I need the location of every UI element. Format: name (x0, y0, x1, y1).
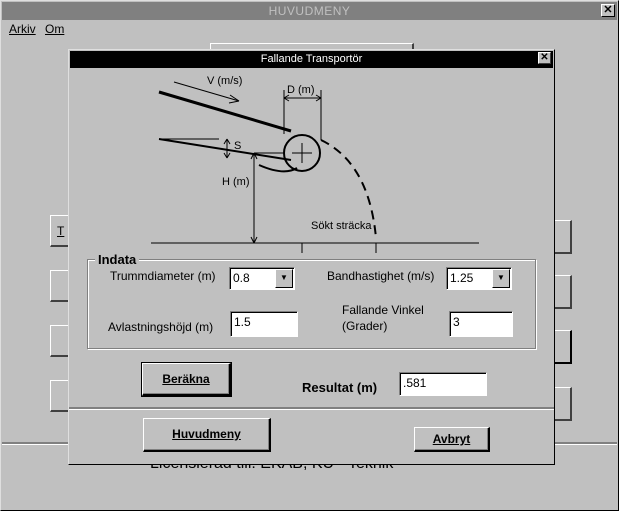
main-menu-button-label: Huvudmeny (172, 427, 241, 441)
menu-om-label: Om (45, 22, 65, 36)
menu-bar (2, 20, 617, 38)
menu-arkiv-label: Arkiv (9, 22, 36, 36)
d-label: D (m) (287, 84, 315, 96)
background-button-right-1[interactable] (552, 220, 572, 254)
main-close-button[interactable]: ✕ (601, 4, 615, 17)
unload-height-input[interactable] (230, 311, 298, 337)
fall-angle-input[interactable] (449, 311, 513, 337)
drum-diameter-value: 0.8 (233, 271, 250, 285)
calculate-button[interactable] (142, 363, 231, 396)
fall-angle-value: 3 (453, 315, 460, 329)
calculate-button-label: Beräkna (162, 372, 210, 386)
fallande-transportor-dialog (68, 49, 555, 465)
belt-upper-line (159, 92, 291, 131)
belt-speed-value: 1.25 (450, 271, 474, 285)
belt-speed-select[interactable] (446, 267, 512, 290)
result-field[interactable] (399, 372, 487, 396)
unload-height-value: 1.5 (234, 315, 251, 329)
indata-title: Indata (95, 252, 139, 267)
h-label: H (m) (222, 176, 250, 188)
menu-om[interactable] (45, 22, 64, 36)
background-button-right-3[interactable] (552, 330, 572, 364)
main-window-titlebar (2, 2, 617, 20)
v-label: V (m/s) (207, 75, 243, 87)
result-value: .581 (403, 376, 427, 390)
background-button-right-2[interactable] (552, 275, 572, 309)
dialog-close-button[interactable]: ✕ (538, 52, 551, 64)
distance-label: Sökt sträcka (311, 220, 372, 232)
cancel-button[interactable] (414, 427, 490, 452)
dialog-separator (69, 407, 554, 410)
drum-diameter-label: Trummdiameter (m) (110, 269, 216, 283)
drum-diameter-select[interactable] (229, 267, 295, 290)
drum-diameter-dropdown-icon[interactable]: ▼ (275, 269, 293, 288)
background-button-left-1-glyph: T (57, 224, 65, 238)
background-button-right-4[interactable] (552, 387, 572, 421)
main-menu-button[interactable] (143, 418, 271, 452)
dialog-title: Fallande Transportör (260, 53, 363, 65)
cancel-button-label: Avbryt (432, 432, 471, 446)
fall-angle-label-line2: (Grader) (342, 319, 388, 333)
dialog-titlebar (70, 51, 553, 68)
fall-angle-label-line1: Fallande Vinkel (342, 303, 424, 317)
result-label: Resultat (m) (302, 380, 378, 395)
belt-speed-dropdown-icon[interactable]: ▼ (492, 269, 510, 288)
s-label: S (234, 140, 242, 152)
main-window-title: HUVUDMENY (268, 4, 351, 18)
menu-arkiv[interactable] (9, 22, 36, 36)
belt-speed-label: Bandhastighet (m/s) (327, 269, 435, 283)
unload-height-label: Avlastningshöjd (m) (108, 320, 214, 334)
